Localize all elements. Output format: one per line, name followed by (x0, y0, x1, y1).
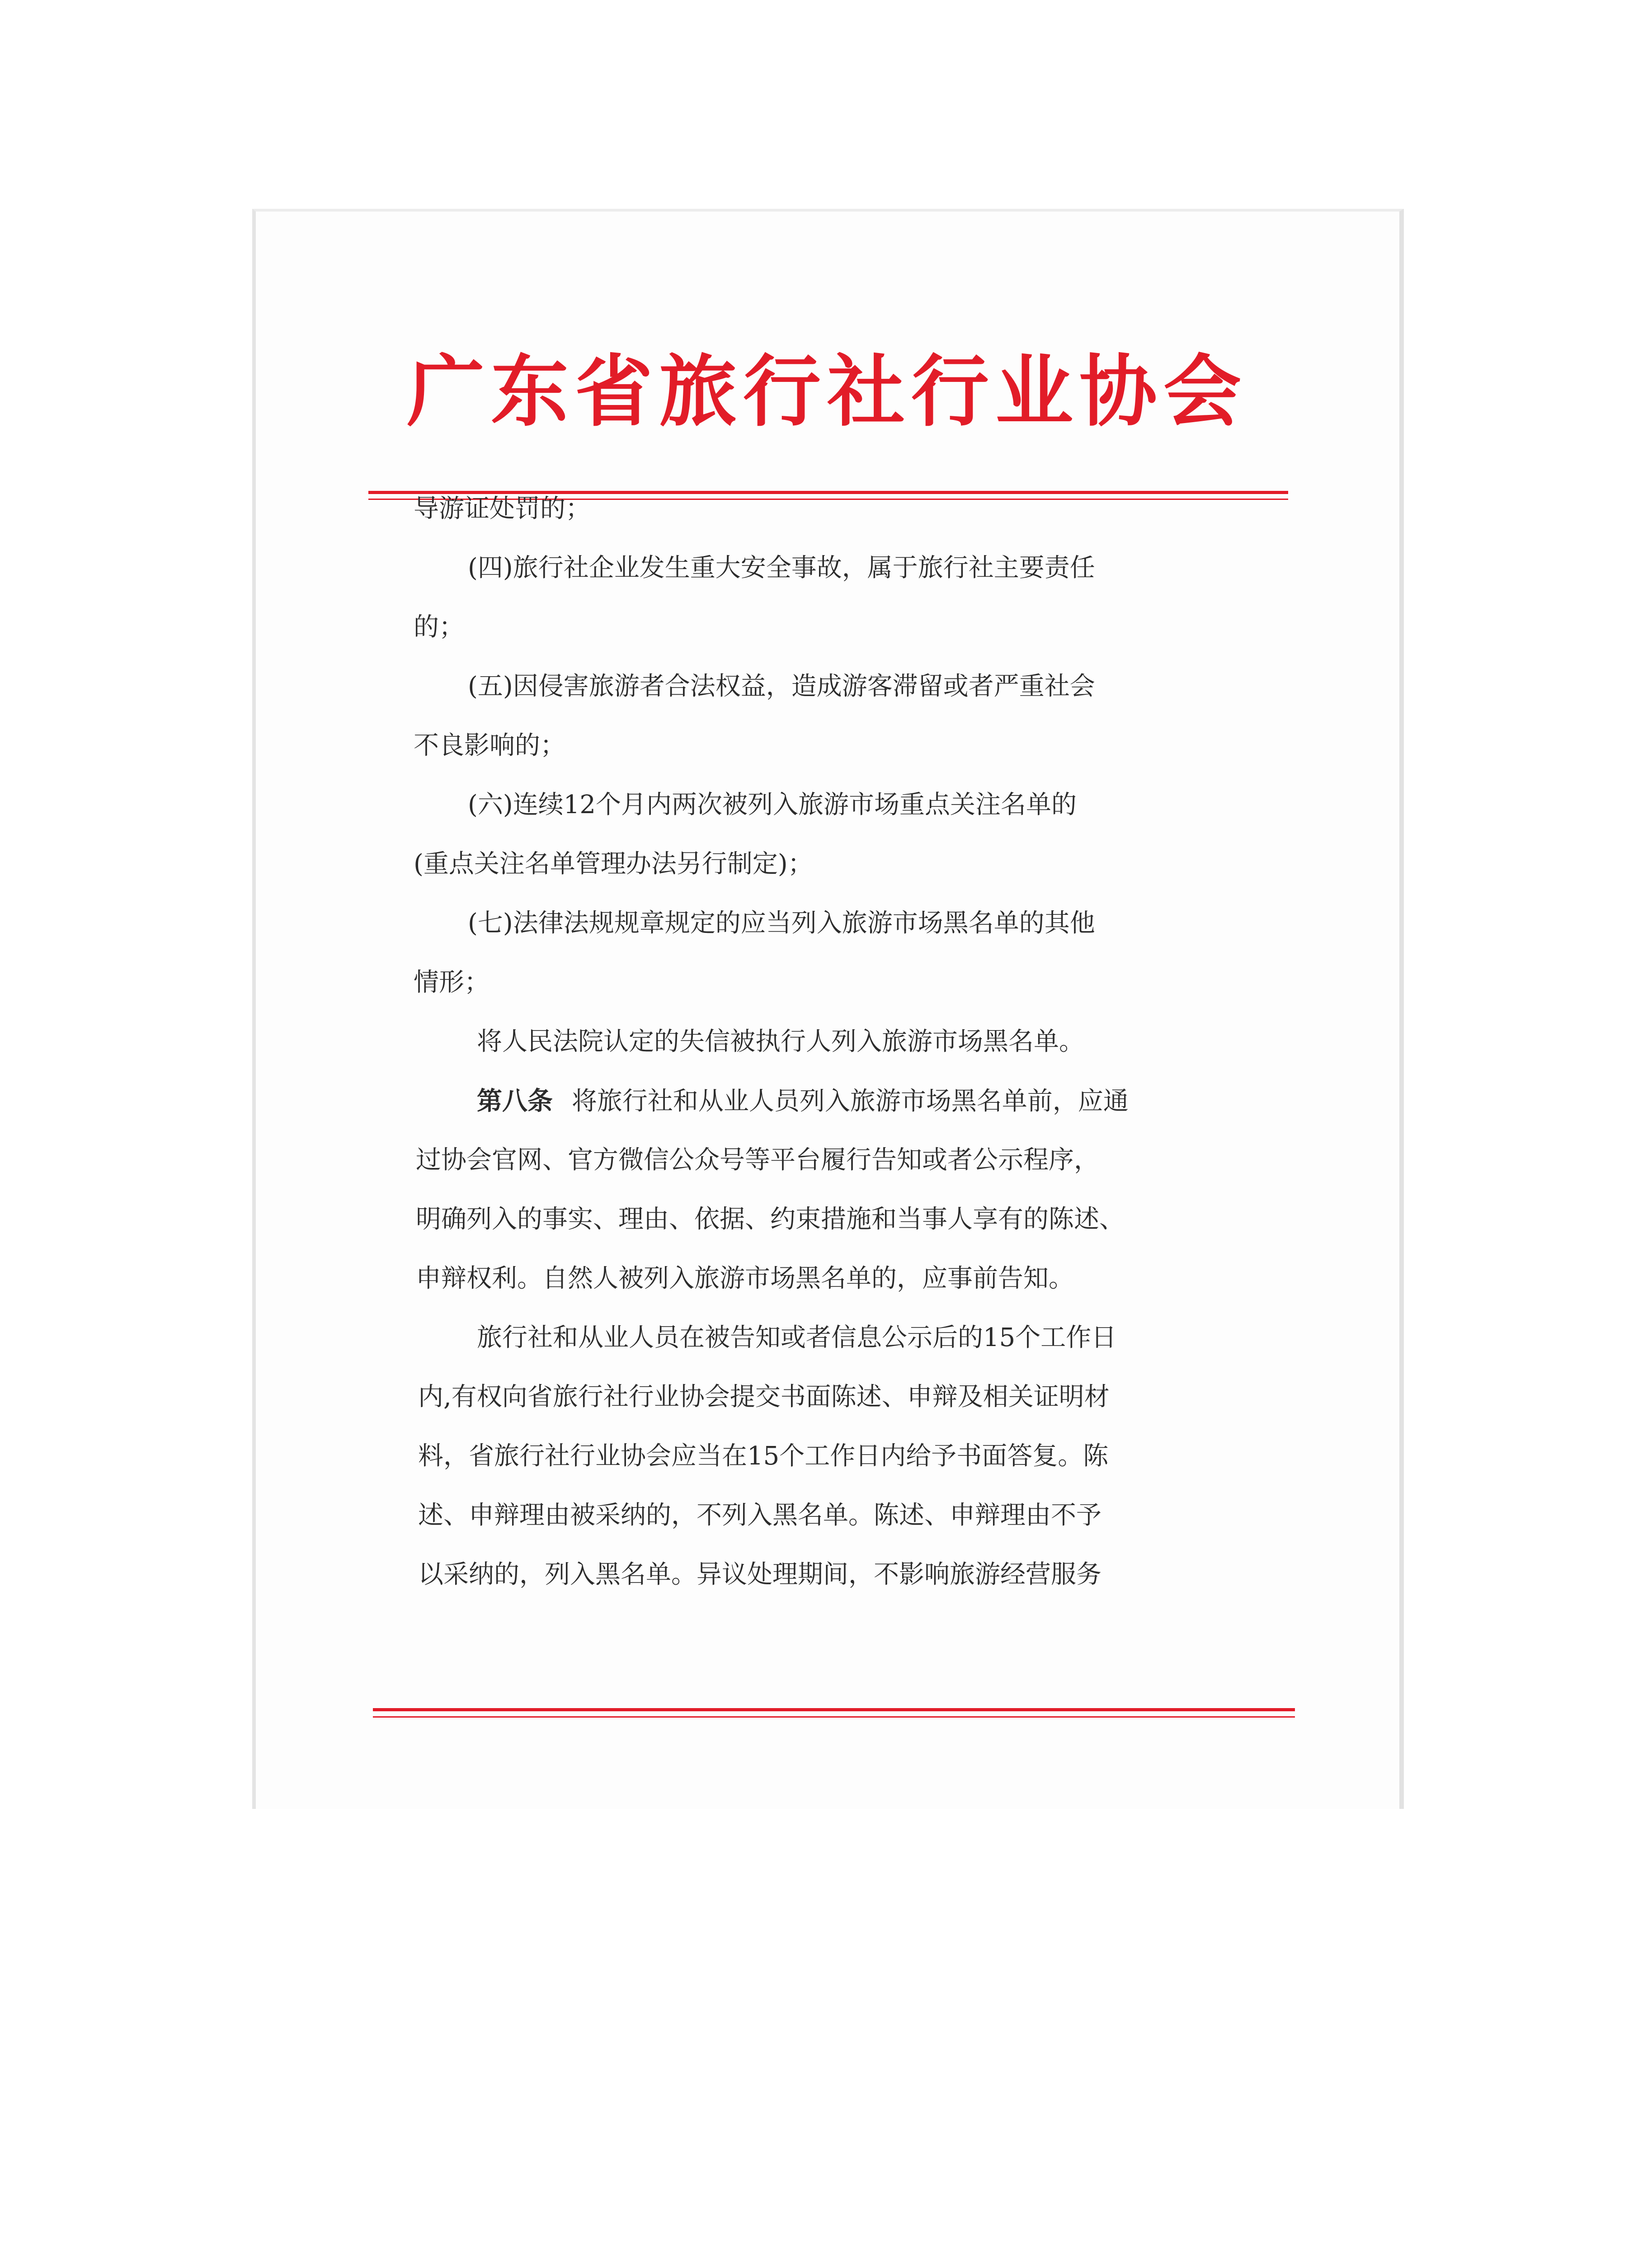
body-line-article-8 (477, 1088, 1129, 1114)
body-line: (四)旅行社企业发生重大安全事故，属于旅行社主要责任 (468, 553, 1095, 583)
body-line: 申辩权利。自然人被列入旅游市场黑名单的，应事前告知。 (416, 1264, 1074, 1293)
body-line: 情形； (414, 968, 489, 997)
letterhead-rule-top (368, 491, 1288, 494)
body-line: (五)因侵害旅游者合法权益，造成游客滞留或者严重社会 (468, 672, 1095, 701)
footer-rule-top (373, 1708, 1295, 1711)
body-line: 以采纳的，列入黑名单。异议处理期间，不影响旅游经营服务 (418, 1560, 1101, 1589)
body-line: 将人民法院认定的失信被执行人列入旅游市场黑名单。 (477, 1027, 1084, 1056)
body-line: 的； (414, 612, 464, 642)
body-line: (重点关注名单管理办法另行制定)； (414, 849, 813, 879)
body-line: (七)法律法规规章规定的应当列入旅游市场黑名单的其他 (468, 909, 1095, 938)
body-line: 内,有权向省旅行社行业协会提交书面陈述、申辩及相关证明材 (418, 1382, 1110, 1412)
footer-rule-bottom (373, 1716, 1295, 1718)
body-line: 不良影响的； (414, 731, 565, 760)
article-text: 将旅行社和从业人员列入旅游市场黑名单前，应通 (571, 1087, 1129, 1116)
body-line: 明确列入的事实、理由、依据、约束措施和当事人享有的陈述、 (416, 1205, 1125, 1234)
body-line: 述、申辩理由被采纳的，不列入黑名单。陈述、申辩理由不予 (418, 1501, 1101, 1530)
body-line: 过协会官网、官方微信公众号等平台履行告知或者公示程序， (416, 1145, 1099, 1175)
body-line: 导游证处罚的； (414, 494, 591, 523)
body-line: 旅行社和从业人员在被告知或者信息公示后的15个工作日 (477, 1323, 1117, 1352)
body-line: 料，省旅行社行业协会应当在15个工作日内给予书面答复。陈 (418, 1441, 1109, 1471)
letterhead-title: 广东省旅行社行业协会 (407, 345, 1247, 437)
body-line: (六)连续12个月内两次被列入旅游市场重点关注名单的 (468, 790, 1077, 819)
article-label: 第八条 (477, 1086, 553, 1116)
